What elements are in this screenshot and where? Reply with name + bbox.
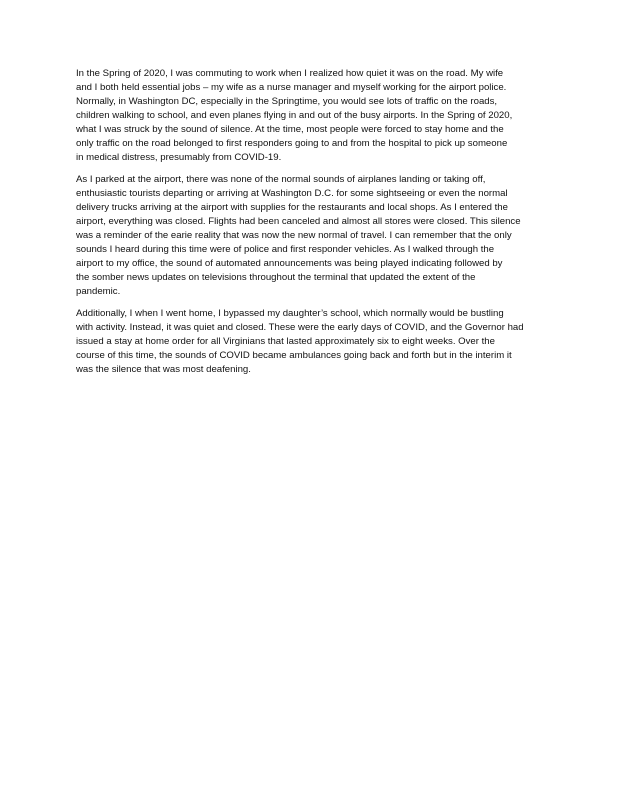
- text-line: Additionally, I when I went home, I bypassed my daughter’s school, which normally would be bustling: [76, 308, 504, 319]
- text-line: children walking to school, and even planes flying in and out of the busy airports. In the Spring of 2020,: [76, 110, 513, 121]
- text-line: course of this time, the sounds of COVID became ambulances going back and forth but in the interim it: [76, 350, 512, 361]
- text-line: only traffic on the road belonged to first responders going to and from the hospital to pick up someone: [76, 138, 508, 149]
- paragraph-1: [76, 67, 546, 165]
- text-line: issued a stay at home order for all Virginians that lasted approximately six to eight weeks. Over the: [76, 336, 495, 347]
- text-line: was the silence that was most deafening.: [76, 364, 251, 375]
- document-body: [76, 67, 546, 385]
- text-line: sounds I heard during this time were of police and first responder vehicles. As I walked through the: [76, 244, 495, 255]
- text-line: airport, everything was closed. Flights had been canceled and almost all stores were closed. This silence: [76, 216, 521, 227]
- text-line: what I was struck by the sound of silence. At the time, most people were forced to stay home and the: [76, 124, 504, 135]
- text-line: pandemic.: [76, 286, 121, 297]
- text-line: was a reminder of the earie reality that was now the new normal of travel. I can remember that the only: [76, 230, 512, 241]
- text-line: Normally, in Washington DC, especially in the Springtime, you would see lots of traffic on the roads,: [76, 96, 498, 107]
- text-line: In the Spring of 2020, I was commuting to work when I realized how quiet it was on the road. My wife: [76, 68, 504, 79]
- text-line: delivery trucks arriving at the airport with supplies for the restaurants and local shops. As I entered the: [76, 202, 508, 213]
- text-line: the somber news updates on televisions throughout the terminal that updated the extent of the: [76, 272, 476, 283]
- text-line: and I both held essential jobs – my wife as a nurse manager and myself working for the airport police.: [76, 82, 507, 93]
- text-line: enthusiastic tourists departing or arriving at Washington D.C. for some sightseeing or even the normal: [76, 188, 508, 199]
- paragraph-2: [76, 173, 546, 299]
- text-line: As I parked at the airport, there was none of the normal sounds of airplanes landing or taking off,: [76, 174, 486, 185]
- paragraph-3: [76, 307, 546, 377]
- text-line: airport to my office, the sound of automated announcements was being played indicating followed by: [76, 258, 503, 269]
- text-line: with activity. Instead, it was quiet and closed. These were the early days of COVID, and the Governor had: [76, 322, 524, 333]
- text-line: in medical distress, presumably from COVID-19.: [76, 152, 282, 163]
